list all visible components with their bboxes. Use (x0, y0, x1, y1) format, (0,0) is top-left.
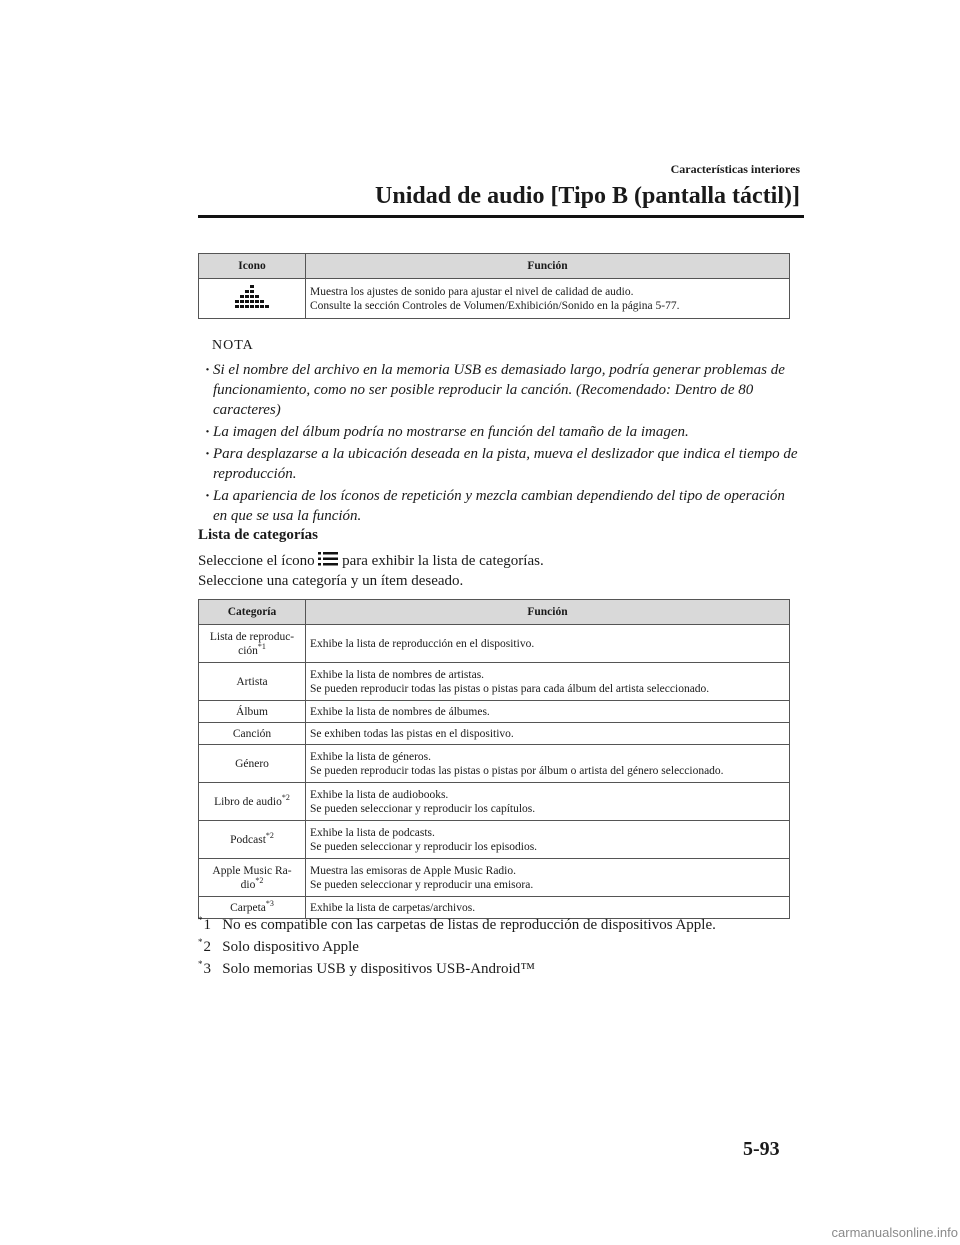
table-row: Carpeta$^{*3}$ Exhibe la lista de carpetas/archivos. (199, 897, 790, 919)
section-header: Características interiores (670, 162, 800, 176)
instruction-line: Seleccione una categoría y un ítem deseado. (198, 573, 464, 589)
footnote: *3 Solo memorias USB y dispositivos USB-Android™ (198, 959, 535, 977)
instruction-line: Seleccione el ícono para exhibir la lista de categorías. (198, 553, 544, 569)
sound-settings-icon (234, 284, 270, 310)
nota-item: · La imagen del álbum podría no mostrarse en función del tamaño de la imagen. (198, 422, 798, 442)
watermark: carmanualsonline.info (831, 1225, 958, 1240)
header-rule (198, 215, 804, 218)
table-row: Canción Se exhiben todas las pistas en el dispositivo. (199, 723, 790, 745)
icon-function-cell: Muestra los ajustes de sonido para ajustar el nivel de calidad de audio. Consulte la sección Controles de Volumen/Exhibición/Sonido en la página 5-77. (306, 279, 790, 319)
page-title: Unidad de audio [Tipo B (pantalla táctil)] (375, 183, 800, 209)
table-row: Género Exhibe la lista de géneros. Se pueden reproducir todas las pistas o pistas por álbum o artista del género seleccionado. (199, 745, 790, 783)
category-table (198, 599, 790, 919)
table-row: Artista Exhibe la lista de nombres de artistas. Se pueden reproducir todas las pistas o pistas para cada álbum del artista seleccionado. (199, 663, 790, 701)
nota-item: · La apariencia de los íconos de repetición y mezcla cambian dependiendo del tipo de operación en que se usa la función. (198, 486, 798, 526)
icon-table-header-icon: Icono (199, 254, 306, 279)
icon-cell (199, 279, 306, 319)
page-number: 5-93 (743, 1138, 780, 1160)
nota-list (198, 360, 798, 528)
nota-title: NOTA (212, 338, 254, 353)
icon-table (198, 253, 790, 319)
table-row: Libro de audio$^{*2}$ Exhibe la lista de audiobooks. Se pueden seleccionar y reproducir los capítulos. (199, 783, 790, 821)
table-row: Lista de reproduc- ción$^{*1}$ Exhibe la lista de reproducción en el dispositivo. (199, 625, 790, 663)
table-row: Álbum Exhibe la lista de nombres de álbumes. (199, 701, 790, 723)
list-icon (318, 552, 338, 566)
category-table-header-category: Categoría (199, 600, 306, 625)
table-row: Apple Music Ra- dio$^{*2}$ Muestra las emisoras de Apple Music Radio. Se pueden seleccionar y reproducir una emisora. (199, 859, 790, 897)
table-row: Podcast$^{*2}$ Exhibe la lista de podcasts. Se pueden seleccionar y reproducir los episodios. (199, 821, 790, 859)
category-table-header-function: Función (306, 600, 790, 625)
icon-table-header-function: Función (306, 254, 790, 279)
section-heading: Lista de categorías (198, 527, 318, 543)
nota-item: · Si el nombre del archivo en la memoria USB es demasiado largo, podría generar problemas de funcionamiento, como no ser posible reproducir la canción. (Recomendado: Dentro de 80 caracteres) (198, 360, 798, 420)
nota-item: · Para desplazarse a la ubicación deseada en la pista, mueva el deslizador que indica el tiempo de reproducción. (198, 444, 798, 484)
footnote: *2 Solo dispositivo Apple (198, 937, 359, 955)
footnote: *1 No es compatible con las carpetas de listas de reproducción de dispositivos Apple. (198, 915, 716, 933)
